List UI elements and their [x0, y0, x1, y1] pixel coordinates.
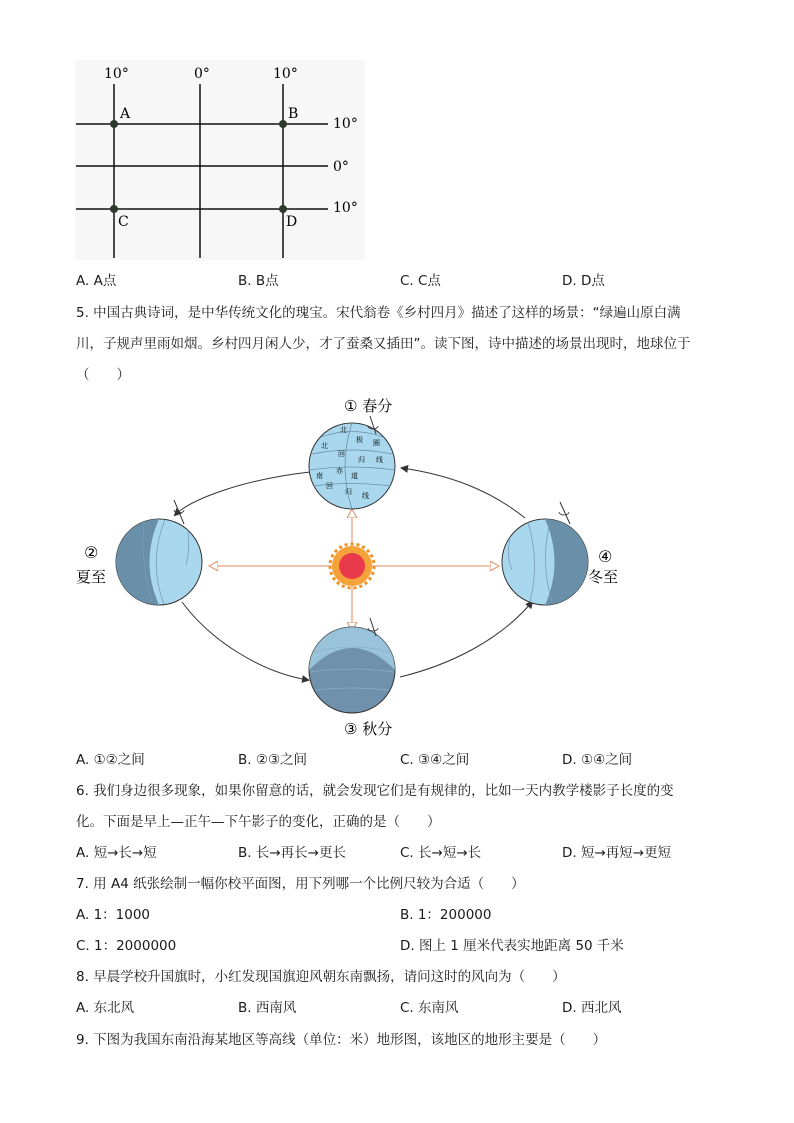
- label-autumn-equinox: ③ 秋分: [344, 720, 393, 738]
- globe-label-3: 圈: [373, 439, 380, 447]
- q5-line-3: （ ）: [76, 367, 130, 383]
- label-summer-solstice: 夏至: [76, 568, 107, 586]
- label-winter-solstice: 冬至: [588, 568, 619, 586]
- globe-label-12: 归: [345, 488, 352, 496]
- q6-option-d[interactable]: D. 短→再短→更短: [562, 845, 672, 861]
- label-d: D: [286, 214, 298, 230]
- q8-option-d[interactable]: D. 西北风: [562, 1000, 622, 1016]
- globe-spring-equinox: [309, 416, 395, 509]
- globe-label-2: 极: [356, 436, 363, 444]
- q8-option-c[interactable]: C. 东南风: [400, 1000, 459, 1016]
- globe-label-11: 回: [326, 482, 333, 490]
- point-b: [279, 120, 287, 128]
- q4-option-b[interactable]: B. B点: [238, 273, 279, 289]
- q8-option-b[interactable]: B. 西南风: [238, 1000, 297, 1016]
- q6-line-1: 6. 我们身边很多现象，如果你留意的话，就会发现它们是有规律的，比如一天内教学楼影子长度的变: [76, 783, 674, 799]
- q7-option-c[interactable]: C. 1：2000000: [76, 938, 177, 954]
- q6-option-b[interactable]: B. 长→再长→更长: [238, 845, 346, 861]
- globe-winter-solstice: [502, 502, 588, 605]
- label-c: C: [118, 214, 129, 230]
- globe-label-8: 赤: [336, 467, 343, 475]
- q6-option-a[interactable]: A. 短→长→短: [76, 845, 157, 861]
- q8-option-a[interactable]: A. 东北风: [76, 1000, 135, 1016]
- globe-label-4: 北: [321, 442, 328, 450]
- q5-option-c[interactable]: C. ③④之间: [400, 752, 470, 768]
- q6-option-c[interactable]: C. 长→短→长: [400, 845, 482, 861]
- right-label-mid: 0°: [333, 159, 349, 175]
- q8-line: 8. 早晨学校升国旗时，小红发现国旗迎风朝东南飘扬，请问这时的风向为（ ）: [76, 969, 566, 985]
- q7-option-d[interactable]: D. 图上 1 厘米代表实地距离 50 千米: [400, 938, 624, 954]
- globe-label-10: 南: [316, 472, 323, 480]
- globe-label-1: 北: [340, 426, 347, 434]
- label-b: B: [288, 106, 299, 122]
- globe-summer-solstice: [116, 500, 202, 605]
- label-spring-equinox: ① 春分: [344, 397, 393, 415]
- q4-option-a[interactable]: A. A点: [76, 273, 117, 289]
- globe-label-7: 线: [376, 456, 383, 464]
- globe-label-5: 回: [338, 450, 345, 458]
- q9-line: 9. 下图为我国东南沿海某地区等高线（单位：米）地形图，该地区的地形主要是（ ）: [76, 1032, 607, 1048]
- right-label-bottom: 10°: [333, 200, 358, 216]
- top-label-mid: 0°: [194, 66, 210, 82]
- q4-option-c[interactable]: C. C点: [400, 273, 441, 289]
- point-c: [110, 205, 118, 213]
- earth-orbit-figure: [70, 390, 660, 742]
- globe-autumn-equinox: [309, 618, 395, 713]
- globe-label-9: 道: [351, 472, 358, 480]
- right-label-top: 10°: [333, 116, 358, 132]
- q5-option-d[interactable]: D. ①④之间: [562, 752, 633, 768]
- label-summer-num: ②: [84, 543, 99, 562]
- label-a: A: [120, 106, 131, 122]
- q5-option-b[interactable]: B. ②③之间: [238, 752, 308, 768]
- q5-line-1: 5. 中国古典诗词，是中华传统文化的瑰宝。宋代翁卷《乡村四月》描述了这样的场景：“绿遍山原白满: [76, 305, 681, 321]
- globe-label-6: 归: [358, 456, 365, 464]
- lat-lon-grid-figure: [70, 60, 370, 260]
- q4-option-d[interactable]: D. D点: [562, 273, 605, 289]
- point-a: [110, 120, 118, 128]
- label-winter-num: ④: [598, 547, 613, 566]
- point-d: [279, 205, 287, 213]
- q6-line-2: 化。下面是早上—正午—下午影子的变化，正确的是（ ）: [76, 814, 441, 830]
- top-label-right: 10°: [273, 66, 298, 82]
- sun-icon: [330, 544, 374, 588]
- globe-label-13: 线: [362, 492, 369, 500]
- q7-option-b[interactable]: B. 1：200000: [400, 907, 492, 923]
- q7-option-a[interactable]: A. 1：1000: [76, 907, 151, 923]
- q5-line-2: 川，子规声里雨如烟。乡村四月闲人少，才了蚕桑又插田”。读下图，诗中描述的场景出现时，地球位于: [76, 336, 691, 352]
- top-label-left: 10°: [104, 66, 129, 82]
- q7-line: 7. 用 A4 纸张绘制一幅你校平面图，用下列哪一个比例尺较为合适（ ）: [76, 876, 525, 892]
- q5-option-a[interactable]: A. ①②之间: [76, 752, 145, 768]
